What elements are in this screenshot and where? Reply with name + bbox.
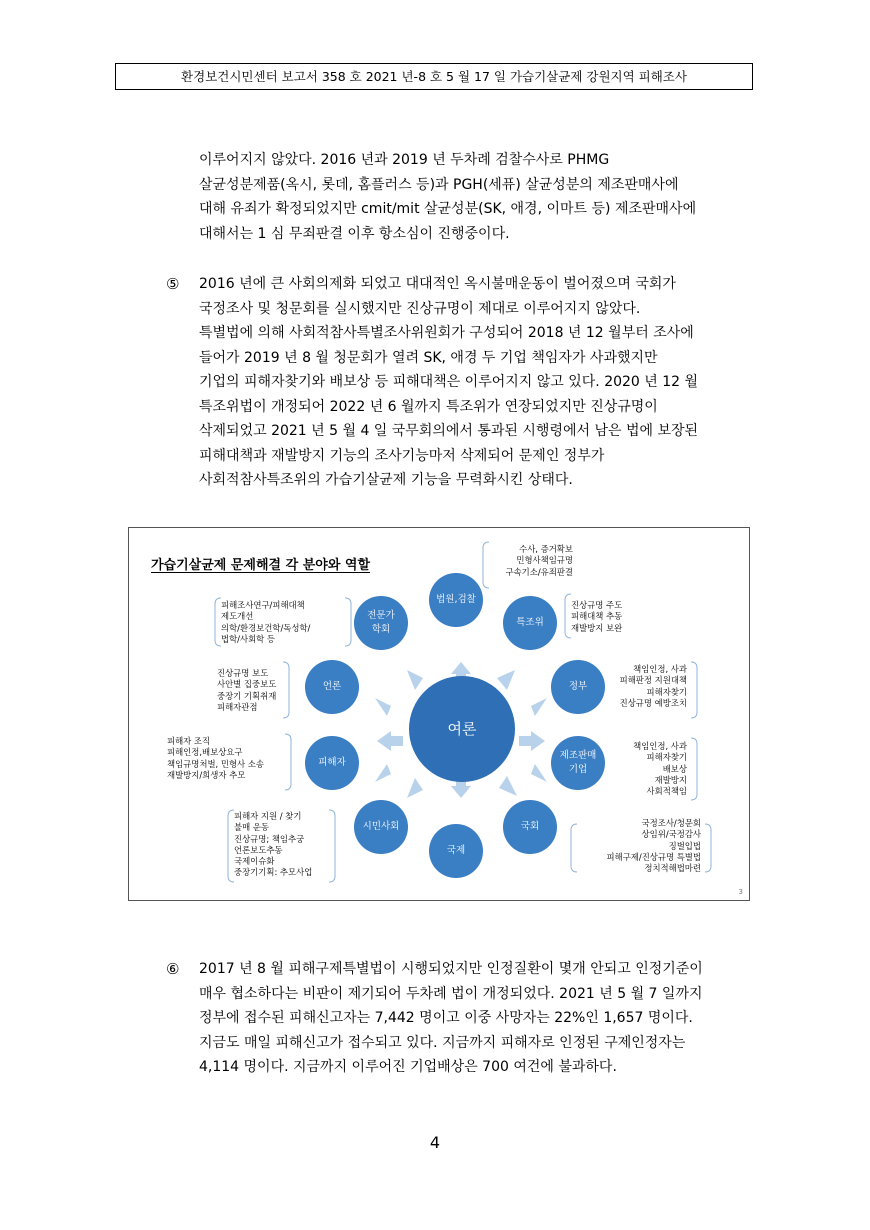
box-line: 진상규명 주도	[571, 600, 623, 610]
box-line: 피해자관점	[217, 701, 258, 712]
text-line: 이루어지지 않았다. 2016 년과 2019 년 두차례 검찰수사로 PHMG	[199, 152, 610, 168]
box-line: 정치적해법마련	[644, 863, 701, 874]
item-5-paragraph	[199, 272, 698, 493]
box-line: 피해대책 추동	[571, 611, 623, 622]
node-media: 언론	[305, 660, 359, 714]
arrow-downright	[499, 776, 517, 796]
bracket-civil-r	[329, 810, 335, 882]
node-government: 정부	[551, 660, 605, 714]
node-experts	[354, 596, 408, 650]
box-line: 재발방지/희생자 추모	[167, 769, 246, 780]
box-line: 제도개선	[221, 611, 254, 622]
box-line: 배보상	[662, 763, 687, 774]
bracket-manufacturer	[691, 738, 697, 800]
box-civil-society	[234, 811, 312, 879]
text-line: 사회적참사특조위의 가습기살균제 기능을 무력화시킨 상태다.	[199, 472, 573, 488]
text-line: 특별법에 의해 사회적참사특별조사위원회가 구성되어 2018 년 12 월부터 조사에	[199, 325, 694, 341]
box-line: 구속기소/유죄판결	[505, 566, 573, 577]
box-line: 책임인정, 사과	[633, 664, 687, 674]
text-line: 들어가 2019 년 8 월 청문회가 열려 SK, 애경 두 기업 책임자가 사과했지만	[199, 349, 658, 366]
box-line: 피해판정 지원대책	[619, 675, 687, 686]
arrow-left	[377, 731, 403, 751]
box-manufacturer	[609, 741, 687, 797]
box-line: 사회적책임	[646, 786, 687, 797]
node-manufacturer	[551, 736, 605, 790]
box-assembly	[575, 818, 701, 874]
bracket-assembly-r	[705, 824, 711, 872]
node-committee: 특조위	[503, 596, 557, 650]
box-line: 재발방지 보완	[571, 622, 623, 633]
text-line: 국정조사 및 청문회를 실시했지만 진상규명이 제대로 이루어지지 않았다.	[199, 300, 641, 317]
text-line: 2016 년에 큰 사회의제화 되었고 대대적인 옥시불매운동이 벌어졌으며 국회가	[199, 276, 676, 292]
arrow-downleft2	[375, 764, 391, 782]
box-court	[487, 544, 573, 578]
box-line: 언론보도추동	[234, 844, 283, 855]
box-line: 국제이슈화	[234, 856, 275, 867]
node-victims: 피해자	[305, 736, 359, 790]
box-line: 피해자찾기	[646, 686, 687, 697]
box-line: 법학/사회학 등	[221, 633, 276, 644]
report-header: 환경보건시민센터 보고서 358 호 2021 년-8 호 5 월 17 일 가습기살균제 강원지역 피해조사	[115, 63, 753, 90]
box-line: 진상규명 보도	[217, 668, 269, 678]
intro-paragraph	[199, 148, 696, 246]
box-media	[217, 668, 276, 713]
box-line: 피해구제/진상규명 특별법	[606, 851, 701, 862]
text-line: 4,114 명이다. 지금까지 이루어진 기업배상은 700 여건에 불과하다.	[199, 1059, 617, 1075]
text-line: 대해서는 1 심 무죄판결 이후 항소심이 진행중이다.	[199, 225, 510, 242]
box-line: 중장기기획: 추모사업	[234, 867, 313, 878]
box-committee	[571, 600, 622, 634]
box-line: 책임인정, 사과	[633, 741, 687, 751]
slide-number: 3	[738, 888, 743, 896]
node-label: 전문가	[367, 609, 395, 621]
box-line: 진상규명; 책임추궁	[234, 833, 305, 844]
box-line: 국정조사/청문회	[641, 818, 701, 828]
box-line: 피해자 조직	[167, 736, 211, 746]
node-court: 법원,검찰	[429, 573, 483, 627]
box-line: 상임위/국정감사	[641, 829, 701, 840]
text-line: 대해 유죄가 확정되었지만 cmit/mit 살균성분(SK, 애경, 이마트 등) 제조판매사에	[199, 201, 697, 217]
box-government	[599, 664, 687, 709]
node-label: 기업	[568, 764, 588, 775]
box-line: 중장기 기획취재	[217, 690, 277, 701]
item-6-marker: ⑥	[166, 960, 180, 978]
arrow-upleft	[407, 670, 423, 690]
bracket-government	[691, 662, 697, 718]
box-line: 피해자 지원 / 찾기	[234, 811, 302, 821]
arrow-upright2	[531, 698, 547, 716]
arrow-downright2	[531, 764, 547, 782]
node-label: 학회	[371, 624, 391, 635]
box-line: 의학/환경보건학/독성학/	[221, 622, 311, 633]
node-assembly: 국회	[503, 800, 557, 854]
node-civil-society: 시민사회	[354, 800, 408, 854]
text-line: 살균성분제품(옥시, 롯데, 홈플러스 등)과 PGH(세퓨) 살균성분의 제조판매사에	[199, 176, 679, 193]
text-line: 기업의 피해자찾기와 배보상 등 피해대책은 이루어지지 않고 있다. 2020 년 12 월	[199, 374, 699, 390]
arrow-upleft2	[375, 698, 391, 716]
box-line: 피해인정,배보상요구	[167, 747, 243, 758]
box-line: 민형사책임규명	[516, 555, 573, 566]
text-line: 삭제되었고 2021 년 5 월 4 일 국무회의에서 통과된 시행령에서 남은 법에 보장된	[199, 423, 699, 439]
box-victims	[167, 736, 264, 781]
box-line: 불매 운동	[234, 822, 270, 833]
bracket-media	[283, 662, 289, 718]
text-line: 특조위법이 개정되어 2022 년 6 월까지 특조위가 연장되었지만 진상규명이	[199, 398, 658, 415]
text-line: 피해대책과 재발방지 기능의 조사기능마저 삭제되어 문제인 정부가	[199, 447, 605, 464]
page-number: 4	[429, 1133, 441, 1152]
roles-diagram	[128, 527, 750, 901]
box-line: 징벌입법	[668, 840, 701, 851]
arrow-downleft	[407, 778, 423, 798]
node-international: 국제	[429, 824, 483, 878]
box-line: 책임규명처벌, 민형사 소송	[167, 758, 264, 769]
arrow-right	[519, 731, 545, 751]
node-label: 제조판매	[559, 749, 597, 761]
text-line: 매우 협소하다는 비판이 제기되어 두차례 법이 개정되었다. 2021 년 5 월 7 일까지	[199, 985, 703, 1002]
box-line: 진상규명 예방조치	[619, 697, 687, 708]
text-line: 2017 년 8 월 피해구제특별법이 시행되었지만 인정질환이 몇개 안되고 인정기준이	[199, 961, 703, 977]
bracket-experts-r	[345, 598, 351, 646]
text-line: 지금도 매일 피해신고가 접수되고 있다. 지금까지 피해자로 인정된 구제인정자는	[199, 1034, 686, 1051]
box-line: 재발방지	[654, 774, 687, 785]
box-line: 피해조사연구/피해대책	[221, 600, 305, 610]
box-experts	[221, 600, 310, 645]
arrow-upright	[497, 670, 515, 690]
bracket-victims	[285, 734, 291, 790]
diagram-title: 가습기살균제 문제해결 각 분야와 역할	[151, 558, 371, 573]
item-6-paragraph	[199, 957, 703, 1080]
item-5-marker: ⑤	[166, 275, 180, 293]
text-line: 정부에 접수된 피해신고자는 7,442 명이고 이중 사망자는 22%인 1,657 명이다.	[199, 1010, 693, 1026]
box-line: 수사, 증거확보	[519, 544, 573, 554]
node-public-opinion: 여론	[409, 676, 515, 782]
box-line: 사안별 집중보도	[217, 679, 277, 690]
box-line: 피해자찾기	[646, 752, 687, 763]
